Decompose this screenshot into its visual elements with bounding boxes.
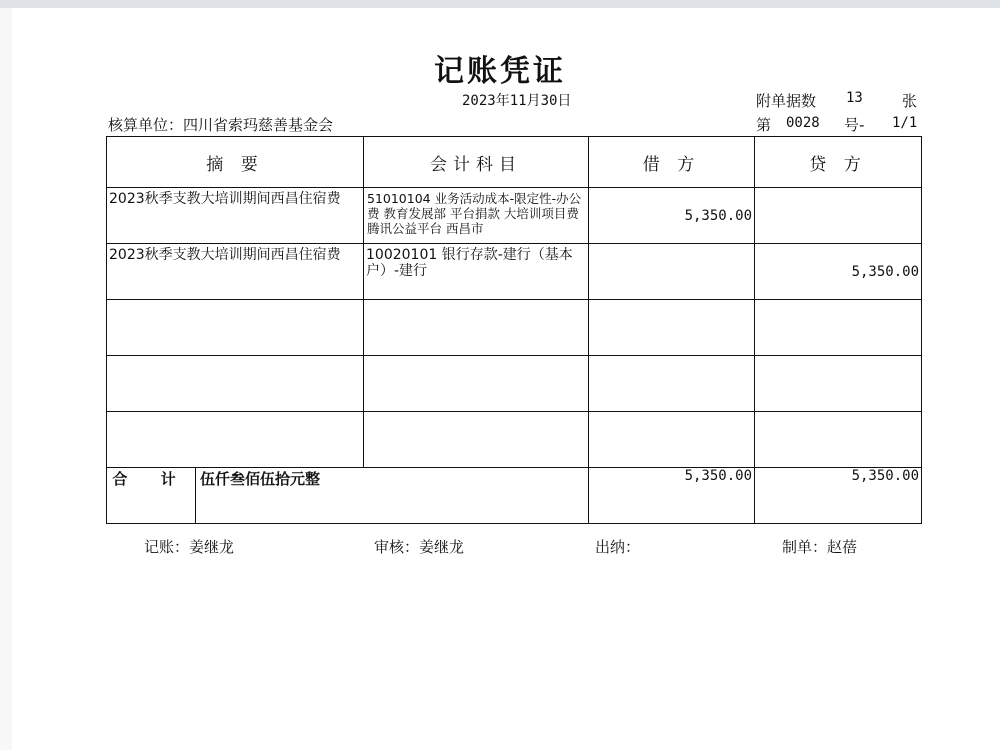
row-credit xyxy=(755,412,921,432)
header-summary: 摘 要 xyxy=(107,137,364,188)
table-row xyxy=(107,300,922,356)
voucher-page: 1/1 xyxy=(892,115,918,131)
row-credit xyxy=(755,300,921,320)
signature-cashier xyxy=(595,536,640,557)
scan-edge xyxy=(0,0,1000,8)
total-debit: 5,350.00 xyxy=(684,468,752,484)
voucher-table xyxy=(106,136,922,524)
attachments-count xyxy=(756,90,926,111)
attachments-label: 附单据数 xyxy=(756,92,817,110)
accounting-unit xyxy=(108,114,333,135)
table-header-row xyxy=(107,137,922,188)
accounting-unit-label: 核算单位： xyxy=(108,116,184,134)
row-summary xyxy=(107,356,363,359)
total-row xyxy=(107,468,922,524)
bookkeeper-label: 记账： xyxy=(144,538,190,556)
bookkeeper-name: 姜继龙 xyxy=(189,538,235,556)
cashier-label: 出纳： xyxy=(595,538,641,556)
attachments-unit: 张 xyxy=(902,92,918,110)
table-row xyxy=(107,188,922,244)
row-summary: 2023秋季支教大培训期间西昌住宿费 xyxy=(109,191,341,207)
total-label: 合 计 xyxy=(107,468,196,524)
table-row xyxy=(107,356,922,412)
reviewer-name: 姜继龙 xyxy=(419,538,465,556)
voucher-number-suffix: 号- xyxy=(844,116,865,134)
signature-reviewer xyxy=(374,536,464,557)
row-account xyxy=(364,412,588,415)
preparer-label: 制单： xyxy=(782,538,828,556)
attachments-number: 13 xyxy=(846,90,863,106)
row-debit xyxy=(589,356,754,376)
header-debit: 借 方 xyxy=(589,137,755,188)
row-summary: 2023秋季支教大培训期间西昌住宿费 xyxy=(109,247,341,263)
row-debit xyxy=(589,244,754,264)
row-account: 51010104 业务活动成本-限定性-办公费 教育发展部 平台捐款 大培训项目费 腾讯公益平台 西昌市 xyxy=(367,191,582,236)
voucher-title: 记账凭证 xyxy=(434,54,566,89)
total-credit: 5,350.00 xyxy=(851,468,919,484)
total-amount-words: 伍仟叁佰伍拾元整 xyxy=(196,468,589,524)
accounting-unit-name: 四川省索玛慈善基金会 xyxy=(183,116,334,134)
row-summary xyxy=(107,412,363,415)
header-credit: 贷 方 xyxy=(755,137,922,188)
table-row xyxy=(107,244,922,300)
header-account: 会计科目 xyxy=(364,137,589,188)
row-summary xyxy=(107,300,363,303)
signature-preparer xyxy=(782,536,857,557)
voucher-number xyxy=(756,114,926,135)
row-debit xyxy=(589,412,754,432)
preparer-name: 赵蓓 xyxy=(827,538,858,556)
row-credit: 5,350.00 xyxy=(851,264,919,280)
voucher-number-prefix: 第 xyxy=(756,116,772,134)
voucher-date: 2023年11月30日 xyxy=(462,93,572,109)
row-account xyxy=(364,356,588,359)
row-credit xyxy=(755,188,921,208)
row-credit xyxy=(755,356,921,376)
signature-bookkeeper xyxy=(144,536,234,557)
row-debit: 5,350.00 xyxy=(684,208,752,224)
row-debit xyxy=(589,300,754,320)
reviewer-label: 审核： xyxy=(374,538,420,556)
row-account: 10020101 银行存款-建行（基本户）-建行 xyxy=(366,247,573,279)
row-account xyxy=(364,300,588,303)
table-row xyxy=(107,412,922,468)
voucher-number-value: 0028 xyxy=(786,115,820,131)
